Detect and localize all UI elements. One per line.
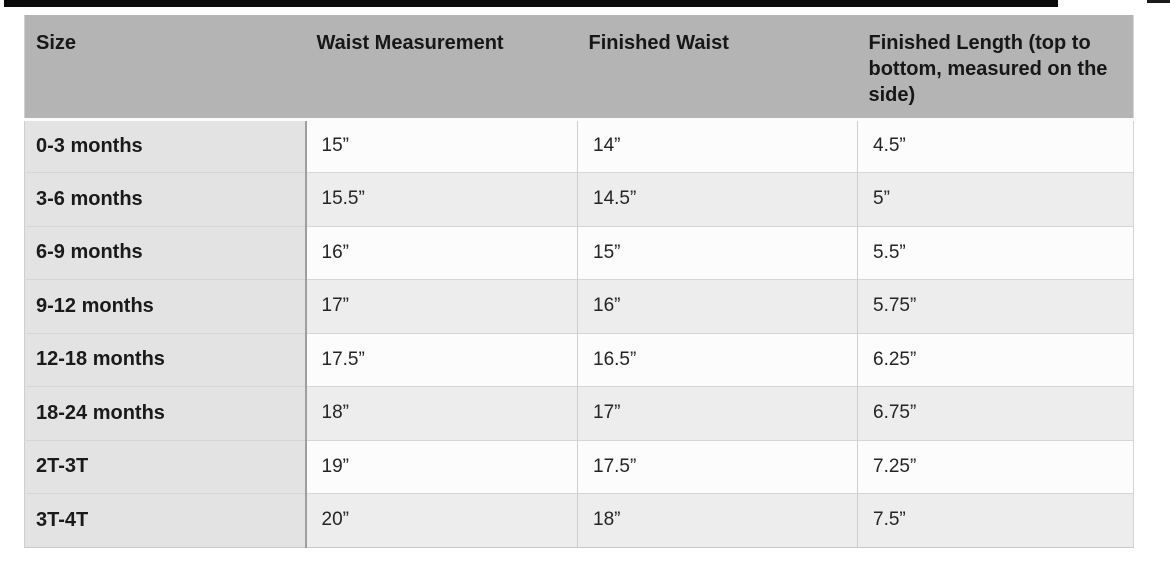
top-crop-bar-right (1147, 0, 1170, 3)
table-row (25, 226, 1134, 280)
table-row (25, 280, 1134, 334)
size-chart-table (24, 15, 1134, 548)
finished-waist-cell: 16.5” (578, 333, 858, 387)
column-header-size: Size (25, 15, 306, 119)
waist-measurement-cell: 15” (306, 119, 578, 173)
table-row (25, 494, 1134, 548)
finished-waist-cell: 18” (578, 494, 858, 548)
finished-waist-cell: 14.5” (578, 173, 858, 227)
size-cell: 2T-3T (25, 440, 306, 494)
size-cell: 3-6 months (25, 173, 306, 227)
size-cell: 12-18 months (25, 333, 306, 387)
table-row (25, 119, 1134, 173)
waist-measurement-cell: 15.5” (306, 173, 578, 227)
column-header-finished-length: Finished Length (top to bottom, measured on the side) (858, 15, 1134, 119)
table-row (25, 387, 1134, 441)
header-row (25, 15, 1134, 119)
top-crop-bar (4, 0, 1058, 7)
finished-length-cell: 5” (858, 173, 1134, 227)
finished-length-cell: 4.5” (858, 119, 1134, 173)
column-header-waist-measurement: Waist Measurement (306, 15, 578, 119)
finished-waist-cell: 15” (578, 226, 858, 280)
waist-measurement-cell: 16” (306, 226, 578, 280)
finished-waist-cell: 17.5” (578, 440, 858, 494)
waist-measurement-cell: 20” (306, 494, 578, 548)
finished-length-cell: 7.5” (858, 494, 1134, 548)
table-body (25, 119, 1134, 547)
finished-waist-cell: 16” (578, 280, 858, 334)
size-cell: 9-12 months (25, 280, 306, 334)
table-row (25, 333, 1134, 387)
finished-length-cell: 5.75” (858, 280, 1134, 334)
column-header-finished-waist: Finished Waist (578, 15, 858, 119)
waist-measurement-cell: 19” (306, 440, 578, 494)
finished-waist-cell: 14” (578, 119, 858, 173)
finished-length-cell: 7.25” (858, 440, 1134, 494)
finished-waist-cell: 17” (578, 387, 858, 441)
finished-length-cell: 6.25” (858, 333, 1134, 387)
table-header (25, 15, 1134, 119)
finished-length-cell: 6.75” (858, 387, 1134, 441)
table-row (25, 440, 1134, 494)
size-cell: 3T-4T (25, 494, 306, 548)
waist-measurement-cell: 17” (306, 280, 578, 334)
table-row (25, 173, 1134, 227)
waist-measurement-cell: 17.5” (306, 333, 578, 387)
size-cell: 6-9 months (25, 226, 306, 280)
finished-length-cell: 5.5” (858, 226, 1134, 280)
size-cell: 0-3 months (25, 119, 306, 173)
waist-measurement-cell: 18” (306, 387, 578, 441)
size-cell: 18-24 months (25, 387, 306, 441)
